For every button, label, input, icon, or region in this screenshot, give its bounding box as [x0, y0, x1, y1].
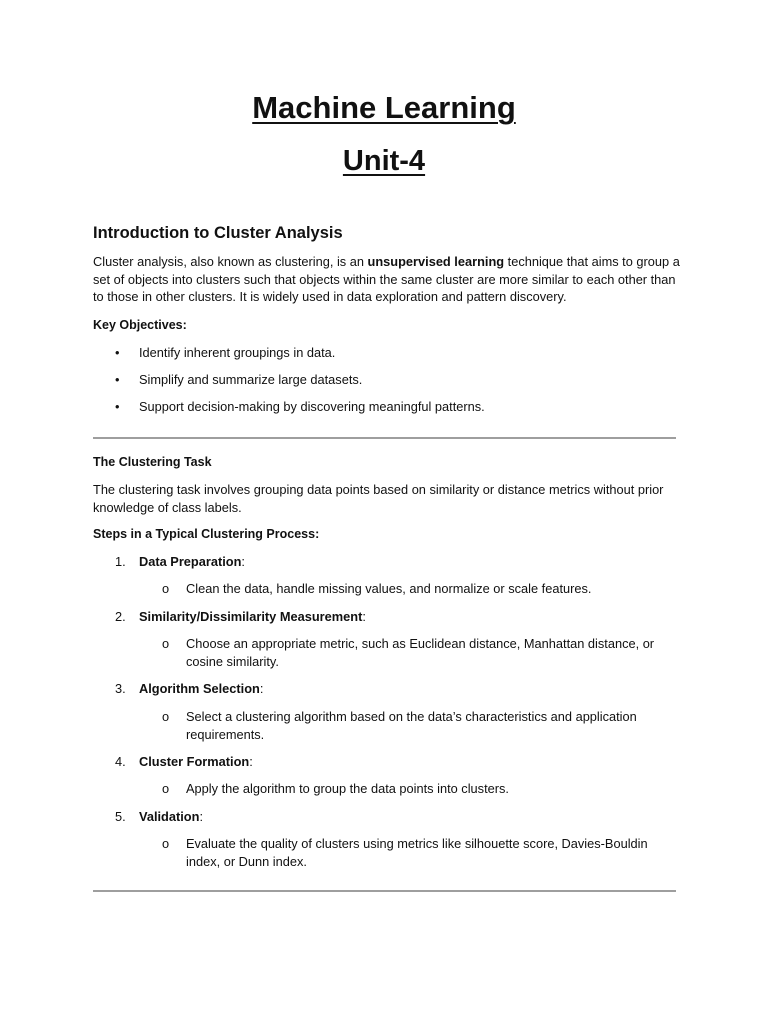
section-divider [93, 890, 676, 892]
sub-bullet-icon: o [162, 836, 170, 851]
list-item-text: Identify inherent groupings in data. [139, 345, 336, 360]
step-label: Similarity/Dissimilarity Measurement: [139, 609, 366, 624]
sub-bullet-icon: o [162, 581, 170, 596]
steps-heading: Steps in a Typical Clustering Process: [93, 527, 320, 541]
section-divider [93, 437, 676, 439]
clustering-task-paragraph: The clustering task involves grouping data points based on similarity or distance metrics without prior knowledge of class labels. [93, 482, 664, 515]
list-item-text: Simplify and summarize large datasets. [139, 372, 363, 387]
bullet-icon: • [115, 372, 120, 387]
sub-bullet-icon: o [162, 709, 170, 724]
step-detail-text: Choose an appropriate metric, such as Euclidean distance, Manhattan distance, or cosine similarity. [186, 636, 655, 669]
objectives-heading: Key Objectives: [93, 318, 187, 332]
section-heading-intro: Introduction to Cluster Analysis [93, 224, 343, 242]
intro-paragraph-start: Cluster analysis, also known as clustering, is an [93, 254, 368, 269]
step-number: 5. [115, 809, 126, 824]
step-label: Cluster Formation: [139, 754, 253, 769]
bullet-icon: • [115, 399, 120, 414]
intro-paragraph-emphasis: unsupervised learning [367, 254, 505, 269]
document-title: Machine Learning [252, 90, 516, 125]
document-subtitle: Unit-4 [342, 145, 426, 177]
step-detail-text: Clean the data, handle missing values, and normalize or scale features. [186, 581, 592, 596]
step-number: 3. [115, 681, 126, 696]
sub-bullet-icon: o [162, 636, 170, 651]
intro-paragraph-end: technique that aims to group a set of objects into clusters such that objects within the same cluster are more similar to each other than to those in other clusters. It is widely used in data exploration and pattern discovery. [93, 254, 680, 304]
list-item-text: Support decision-making by discovering meaningful patterns. [139, 399, 485, 414]
bullet-icon: • [115, 345, 120, 360]
step-detail-text: Evaluate the quality of clusters using metrics like silhouette score, Davies-Bouldin index, or Dunn index. [186, 836, 648, 869]
step-label: Algorithm Selection: [139, 681, 264, 696]
step-number: 2. [115, 609, 126, 624]
step-label: Validation: [139, 809, 204, 824]
step-label: Data Preparation: [139, 554, 245, 569]
sub-bullet-icon: o [162, 781, 170, 796]
step-number: 1. [115, 554, 126, 569]
section-heading-clustering-task: The Clustering Task [93, 455, 212, 469]
step-detail-text: Apply the algorithm to group the data points into clusters. [186, 781, 509, 796]
step-number: 4. [115, 754, 126, 769]
step-detail-text: Select a clustering algorithm based on the data’s characteristics and application requirements. [186, 709, 637, 742]
intro-paragraph [93, 253, 683, 306]
